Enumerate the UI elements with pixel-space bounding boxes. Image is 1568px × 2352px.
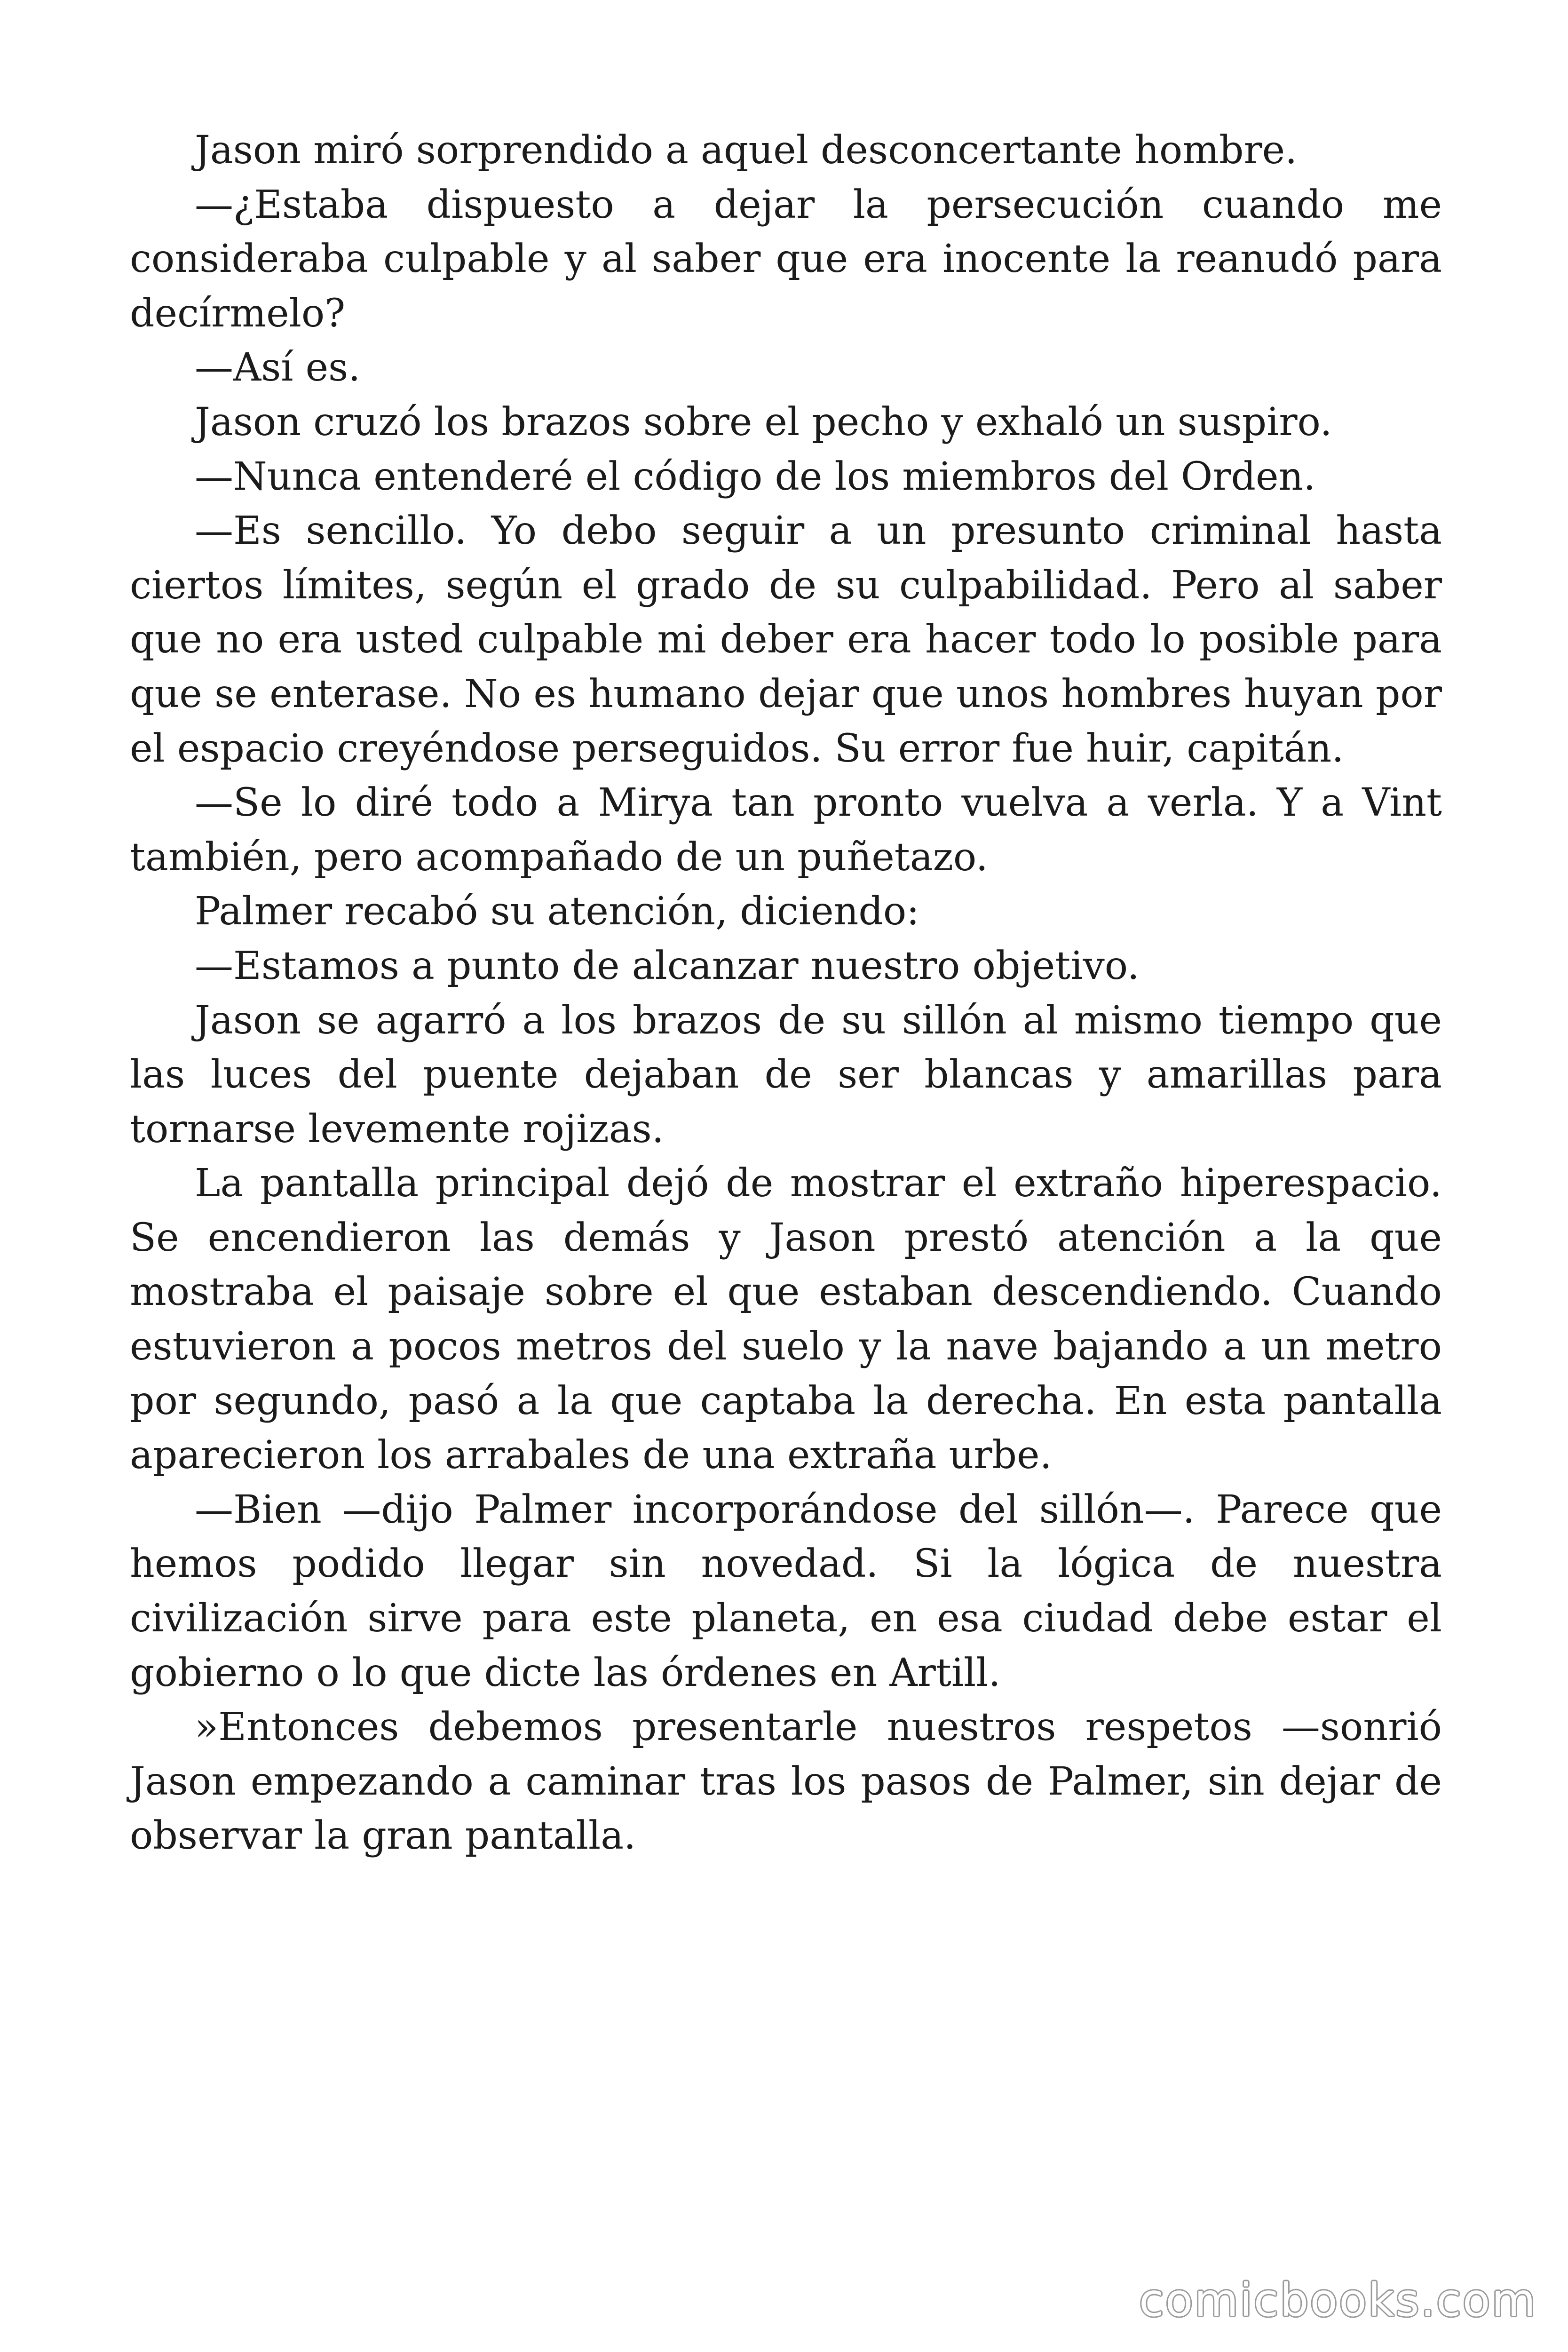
paragraph: —Es sencillo. Yo debo seguir a un presunto criminal hasta ciertos límites, según el grado de su culpabilidad. Pero al saber que no era usted culpable mi deber era hacer todo lo posible para que se enterase. No es humano dejar que unos hombres huyan por el espacio creyéndose perseguidos. Su error fue huir, capitán. <box>130 509 1442 771</box>
paragraph: Palmer recabó su atención, diciendo: <box>195 889 919 934</box>
paragraph: —Bien —dijo Palmer incorporándose del sillón—. Parece que hemos podido llegar sin novedad. Si la lógica de nuestra civilización sirve para este planeta, en esa ciudad debe estar el gobierno o lo que dicte las órdenes en Artill. <box>130 1487 1442 1695</box>
paragraph: Jason miró sorprendido a aquel desconcertante hombre. <box>195 128 1298 173</box>
watermark-text: comicbooks.com <box>1139 2274 1537 2327</box>
paragraph: —Se lo diré todo a Mirya tan pronto vuelva a verla. Y a Vint también, pero acompañado de un puñetazo. <box>130 780 1442 880</box>
paragraph: —Estamos a punto de alcanzar nuestro objetivo. <box>195 943 1140 988</box>
paragraph: Jason se agarró a los brazos de su sillón al mismo tiempo que las luces del puente dejaban de ser blancas y amarillas para tornarse levemente rojizas. <box>130 998 1442 1152</box>
paragraph: —¿Estaba dispuesto a dejar la persecución cuando me consideraba culpable y al saber que era inocente la reanudó para decírmelo? <box>130 182 1442 336</box>
paragraph: »Entonces debemos presentarle nuestros respetos —sonrió Jason empezando a caminar tras los pasos de Palmer, sin dejar de observar la gran pantalla. <box>130 1705 1442 1859</box>
paragraph: —Nunca entenderé el código de los miembros del Orden. <box>195 454 1316 499</box>
paragraph: —Así es. <box>195 345 361 390</box>
page-body-text <box>130 123 1442 1863</box>
paragraph: Jason cruzó los brazos sobre el pecho y exhaló un suspiro. <box>195 399 1332 445</box>
paragraph: La pantalla principal dejó de mostrar el extraño hiperespacio. Se encendieron las demás y Jason prestó atención a la que mostraba el paisaje sobre el que estaban descendiendo. Cuando estuvieron a pocos metros del suelo y la nave bajando a un metro por segundo, pasó a la que captaba la derecha. En esta pantalla aparecieron los arrabales de una extraña urbe. <box>130 1161 1442 1478</box>
